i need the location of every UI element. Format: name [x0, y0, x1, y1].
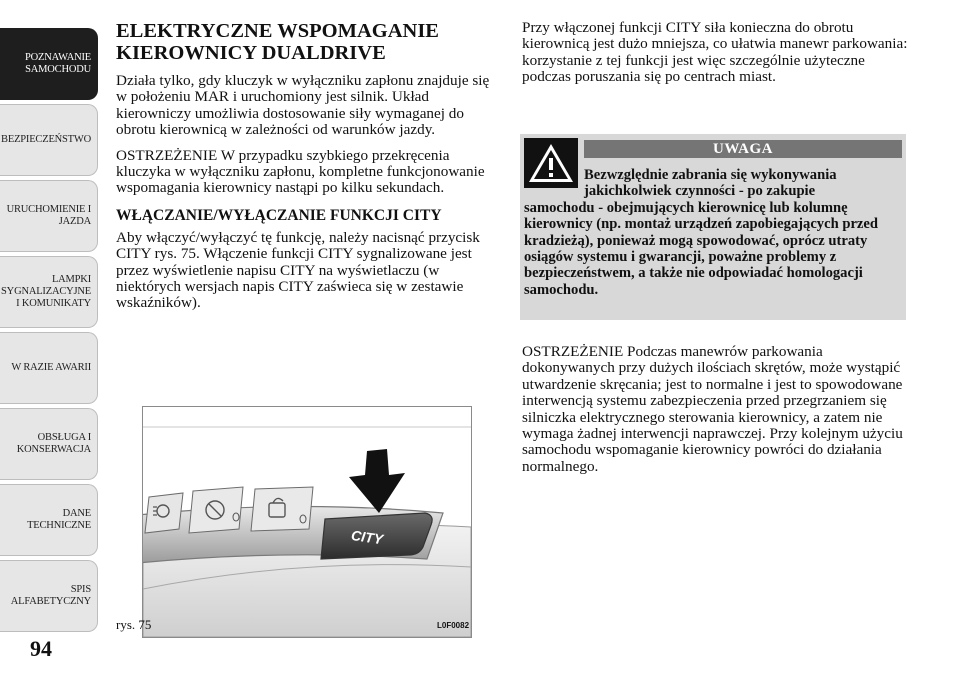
tab-w-razie-awarii[interactable]: [0, 332, 98, 404]
dashboard-illustration: [143, 407, 471, 637]
esc-off-button-icon: [189, 487, 243, 533]
figure-code: L0F0082: [437, 621, 470, 630]
section-heading: ELEKTRYCZNE WSPOMAGANIE KIEROWNICY DUALDRIVE: [116, 20, 439, 64]
body-paragraph: Działa tylko, gdy kluczyk w wyłączniku zapłonu znajduje się w położeniu MAR i uruchomiony jest silnik. Układ kierowniczy umożliwia dostosowanie siły wymaganej do obrotu kierownicą w zależności od warunków jazdy.: [116, 72, 490, 139]
tab-lampki-sygnalizacyjne[interactable]: [0, 256, 98, 328]
city-button-label: CITY: [350, 527, 385, 548]
warning-text-rest: samochodu - obejmujących kierownicę lub kolumnę kierownicy (np. montaż urządzeń zapobiegających przed kradzieżą), ponieważ mogą spowodować, oprócz utraty osiągów systemu i gwarancji, poważne problemy z bezpieczeństwem, a także nie odpowiadać homologacji samochodu.: [524, 199, 879, 298]
tab-label: W RAZIE AWARII: [11, 362, 91, 373]
body-paragraph: Aby włączyć/wyłączyć tę funkcję, należy nacisnąć przycisk CITY rys. 75. Włączenie funkcji CITY sygnalizowane jest przez wyświetlenie napisu CITY na wyświetlaczu (w niektórych wersjach napis CITY zaświeca się w zestawie wskaźników).: [116, 228, 480, 312]
door-lock-button-icon: [251, 487, 313, 531]
warning-note-paragraph: OSTRZEŻENIE Podczas manewrów parkowania dokonywanych przy dużych ilościach skrętów, może wystąpić utwardzenie skręcania; jest to normalne i jest to spowodowane interwencją systemu zabezpieczenia przed przegrzaniem się silniczka elektrycznego sterowania kierownicy, a zatem nie wymaga żadnej interwencji naprawczej. Przy kolejnym użyciu samochodu wspomaganie kierownicy powróci do działania normalnego.: [522, 343, 903, 475]
tab-uruchomienie-i-jazda[interactable]: [0, 180, 98, 252]
figure-city-button: [142, 406, 472, 638]
tab-spis-alfabetyczny[interactable]: [0, 560, 98, 632]
tab-poznawanie-samochodu[interactable]: [0, 28, 98, 100]
right-column-lower: [522, 344, 910, 484]
tab-bezpieczenstwo[interactable]: [0, 104, 98, 176]
warning-text: [524, 167, 902, 298]
warning-text-first: Bezwzględnie zabrania się wykonywania jakichkolwiek czynności - po zakupie: [584, 167, 837, 200]
right-column: [522, 20, 910, 95]
subsection-heading: WŁĄCZANIE/WYŁĄCZANIE FUNKCJI CITY: [116, 206, 442, 224]
down-arrow-icon: [349, 449, 405, 513]
tab-label: SPIS ALFABETYCZNY: [10, 584, 91, 607]
tab-label: POZNAWANIE SAMOCHODU: [25, 52, 91, 75]
body-paragraph: Przy włączonej funkcji CITY siła konieczna do obrotu kierownicą jest dużo mniejsza, co ułatwia manewr parkowania: korzystanie z tej funkcji jest więc szczególnie użyteczne podczas poruszania się po centrach miast.: [522, 19, 908, 86]
left-column: [116, 20, 494, 321]
tab-label: LAMPKI SYGNALIZACYJNE I KOMUNIKATY: [1, 274, 91, 309]
chapter-sidebar: [0, 28, 100, 638]
fog-light-button-icon: [145, 493, 183, 533]
tab-label: BEZPIECZEŃSTWO: [1, 134, 91, 145]
tab-label: OBSŁUGA I KONSERWACJA: [16, 432, 91, 455]
warning-note-paragraph: OSTRZEŻENIE W przypadku szybkiego przekręcenia kluczyka w wyłączniku zapłonu, kompletne funkcjonowanie wspomagania kierownicy nastąpi po kilku sekundach.: [116, 146, 485, 197]
tab-dane-techniczne[interactable]: [0, 484, 98, 556]
tab-label: URUCHOMIENIE I JAZDA: [6, 204, 91, 227]
tab-label: DANE TECHNICZNE: [27, 508, 91, 531]
page-number: 94: [30, 636, 52, 661]
city-button-icon: [321, 513, 432, 559]
tab-obsluga-i-konserwacja[interactable]: [0, 408, 98, 480]
figure-caption: rys. 75: [116, 617, 152, 632]
warning-title: UWAGA: [584, 140, 902, 158]
